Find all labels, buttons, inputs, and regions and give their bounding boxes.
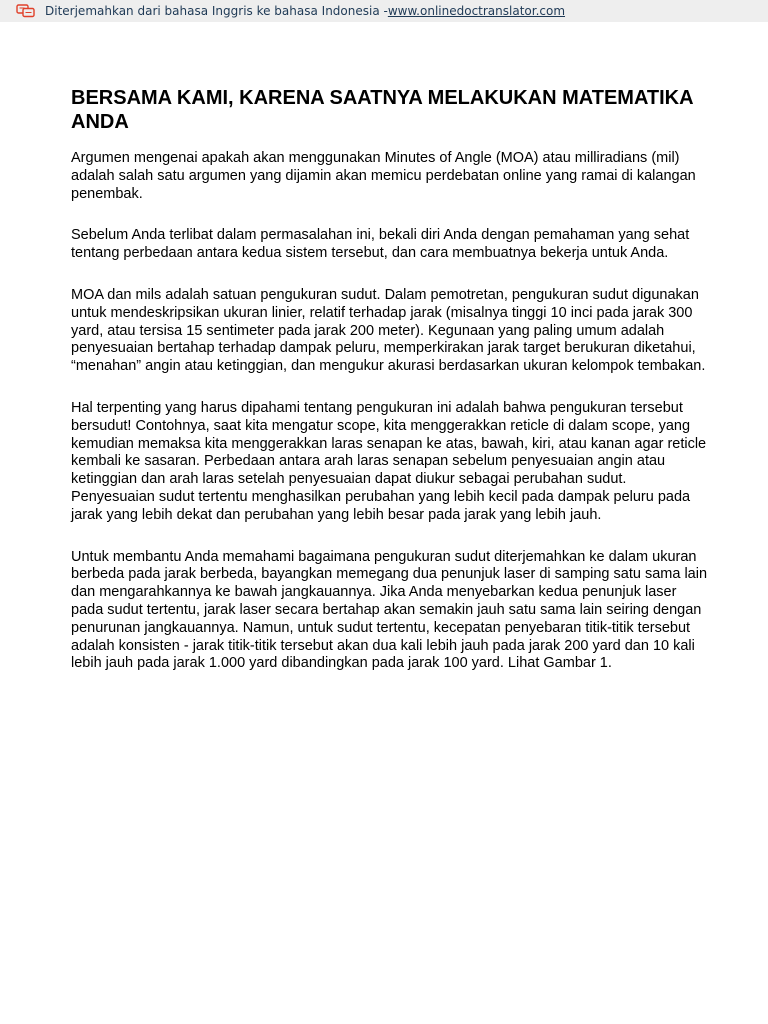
paragraph: MOA dan mils adalah satuan pengukuran sudut. Dalam pemotretan, pengukuran sudut digunakan untuk mendeskripsikan ukuran linier, relatif terhadap jarak (misalnya tinggi 10 inci pada jarak 300 yard, atau tersisa 15 sentimeter pada jarak 200 meter). Kegunaan yang paling umum adalah penyesuaian bertahap terhadap dampak peluru, memperkirakan jarak target berukuran diketahui, “menahan” angin atau ketinggian, dan mengukur akurasi berdasarkan ukuran kelompok tembakan. [71,286,706,375]
document-title: BERSAMA KAMI, KARENA SAATNYA MELAKUKAN MATEMATIKA ANDA [71,87,693,133]
banner-text: Diterjemahkan dari bahasa Inggris ke bahasa Indonesia - [45,4,388,18]
paragraph: Sebelum Anda terlibat dalam permasalahan ini, bekali diri Anda dengan pemahaman yang sehat tentang perbedaan antara kedua sistem tersebut, dan cara membuatnya bekerja untuk Anda. [71,227,690,262]
translator-link[interactable]: www.onlinedoctranslator.com [387,4,566,18]
translation-banner [0,0,768,22]
translate-icon [16,4,36,18]
document-page [71,86,707,697]
paragraph: Hal terpenting yang harus dipahami tentang pengukuran ini adalah bahwa pengukuran tersebut bersudut! Contohnya, saat kita mengatur scope, kita menggerakkan reticle di dalam scope, yang kemudian memaksa kita menggerakkan laras senapan ke atas, bawah, kiri, atau kanan agar reticle kembali ke sasaran. Perbedaan antara arah laras senapan sebelum penyesuaian angin atau ketinggian dan arah laras setelah penyesuaian dapat diukur sebagai perubahan sudut. Penyesuaian sudut tertentu menghasilkan perubahan yang lebih kecil pada dampak peluru pada jarak yang lebih dekat dan perubahan yang lebih besar pada jarak yang lebih jauh. [71,399,707,523]
paragraph: Untuk membantu Anda memahami bagaimana pengukuran sudut diterjemahkan ke dalam ukuran berbeda pada jarak berbeda, bayangkan memegang dua penunjuk laser di samping satu sama lain dan mengarahkannya ke bawah jangkauannya. Jika Anda menyebarkan kedua penunjuk laser pada sudut tertentu, jarak laser secara bertahap akan semakin jauh satu sama lain seiring dengan penurunan jangkauannya. Namun, untuk sudut tertentu, kecepatan penyebaran titik-titik tersebut adalah konsisten - jarak titik-titik tersebut akan dua kali lebih jauh pada jarak 200 yard dan 10 kali lebih jauh pada jarak 1.000 yard dibandingkan pada jarak 100 yard. Lihat Gambar 1. [71,548,708,672]
paragraph: Argumen mengenai apakah akan menggunakan Minutes of Angle (MOA) atau milliradians (mil) adalah salah satu argumen yang dijamin akan memicu perdebatan online yang ramai di kalangan penembak. [71,150,696,202]
